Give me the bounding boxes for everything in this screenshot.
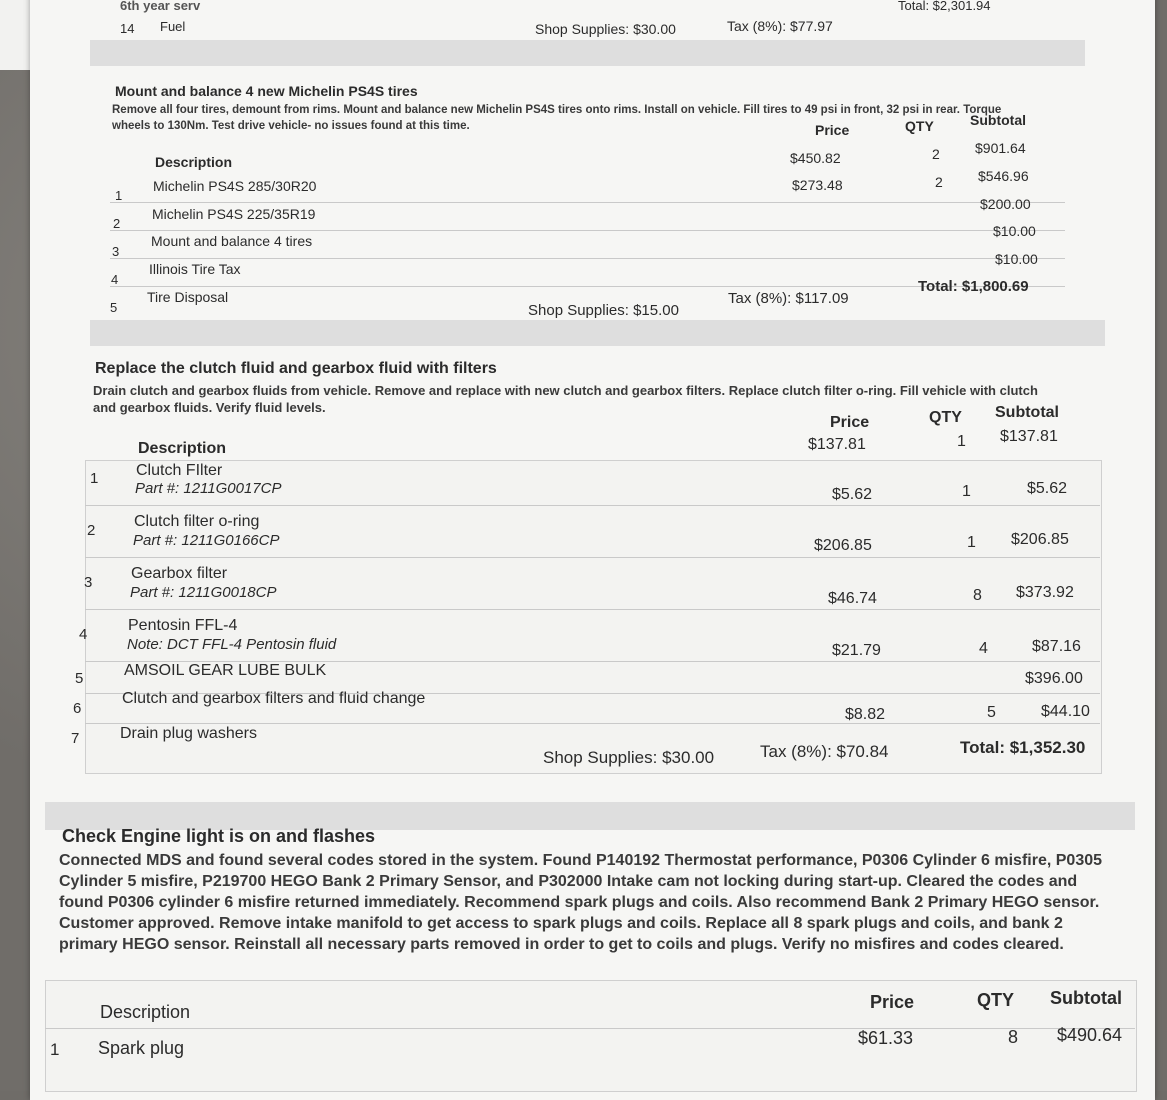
row-number: 7 [71,730,80,747]
row-subtotal: $373.92 [1016,584,1074,601]
row-number: 1 [50,1040,60,1059]
row-number: 5 [110,300,118,315]
row-number: 3 [112,244,120,259]
tires-section [90,40,1085,320]
section-description: Remove all four tires, demount from rims. Mount and balance new Michelin PS4S tires onto rims. Install on vehicle. Fill tires to 49 psi in front, 32 psi in rear. Torque wheels to 130Nm. Test drive vehicle- no issues found at this time. [112,104,1002,132]
invoice-page [30,0,1155,1100]
row-subtotal: $546.96 [978,168,1029,184]
header-price: Price [830,414,870,431]
section-header-band [90,40,1085,66]
header-description: Description [100,1002,191,1022]
row-subtotal: $200.00 [980,196,1031,212]
tax: Tax (8%): $77.97 [727,18,833,34]
row-subtotal: $137.81 [1000,428,1058,445]
row-subtotal: $206.85 [1011,531,1069,548]
row-number: 1 [115,188,123,203]
row-subtotal: $10.00 [993,223,1036,239]
clutch-section [65,320,1105,800]
section-description: Drain clutch and gearbox fluids from vehicle. Remove and replace with new clutch and gearbox filters. Replace clutch filter o-ring. Fill vehicle with clutch and gearbox fluids. Verify fluid levels. [93,383,1038,415]
row-number: 4 [79,626,88,643]
row-description: Spark plug [98,1038,185,1058]
row-divider [85,557,1100,558]
row-subtotal: $87.16 [1032,638,1081,655]
row-description: Clutch and gearbox filters and fluid change [122,690,426,707]
shop-supplies: Shop Supplies: $15.00 [528,302,679,319]
row-qty: 8 [973,587,982,604]
row-description: Michelin PS4S 225/35R19 [152,206,316,222]
top-section [110,0,1070,40]
row-subtotal: $44.10 [1041,703,1090,720]
section-title: Check Engine light is on and flashes [62,826,376,846]
total: Total: $1,800.69 [918,278,1029,295]
header-price: Price [815,122,850,138]
row-qty: 2 [935,174,943,190]
section-header-band [90,320,1105,346]
row-qty: 1 [962,483,971,500]
row-divider [110,202,1065,203]
row-description: Illinois Tire Tax [149,261,241,277]
row-number: 2 [87,522,96,539]
line-number: 14 [120,21,135,36]
row-part-number: Part #: 1211G0017CP [135,480,282,497]
row-price: $46.74 [828,590,877,607]
row-number: 5 [75,670,84,687]
row-subtotal: $10.00 [995,251,1038,267]
header-subtotal: Subtotal [970,112,1026,128]
row-price: $450.82 [790,150,841,166]
header-description: Description [138,440,227,457]
row-price: $206.85 [814,537,872,554]
row-qty: 2 [932,146,940,162]
row-price: $273.48 [792,177,843,193]
shop-supplies: Shop Supplies: $30.00 [543,748,715,767]
line-description: Fuel [160,19,186,34]
row-description: Clutch filter o-ring [134,513,260,530]
row-subtotal: $396.00 [1025,670,1083,687]
row-price: $137.81 [808,436,866,453]
row-divider [85,723,1100,724]
row-description: Gearbox filter [131,565,228,582]
row-number: 1 [90,470,99,487]
header-qty: QTY [977,990,1015,1010]
header-price: Price [870,992,915,1012]
row-price: $5.62 [832,486,873,503]
row-price: $61.33 [858,1028,914,1048]
row-qty: 4 [979,640,988,657]
row-part-number: Part #: 1211G0166CP [133,532,280,549]
row-description: Clutch FIlter [136,462,223,479]
row-subtotal: $490.64 [1057,1025,1123,1045]
row-description: Tire Disposal [147,289,229,305]
row-qty: 1 [957,433,966,450]
total: Total: $2,301.94 [898,0,991,13]
row-subtotal: $5.62 [1027,480,1068,497]
header-subtotal: Subtotal [995,404,1059,421]
section-title: Replace the clutch fluid and gearbox fluid with filters [95,360,497,377]
check-engine-section [45,802,1140,1092]
row-description: Pentosin FFL-4 [128,617,238,634]
row-divider [110,258,1065,259]
total: Total: $1,352.30 [960,738,1086,757]
row-divider [85,609,1100,610]
section-description: Connected MDS and found several codes stored in the system. Found P140192 Thermostat performance, P0306 Cylinder 6 misfire, P0305 Cylinder 5 misfire, P219700 HEGO Bank 2 Primary Sensor, and P302000 Intake cam not locking during start-up. Cleared the codes and found P0306 cylinder 6 misfire returned immediately. Recommend spark plugs and coils. Also recommend Bank 2 Primary HEGO sensor. Customer approved. Remove intake manifold to get access to spark plugs and coils. Replace all 8 spark plugs and coils, and bank 2 primary HEGO sensor. Reinstall all necessary parts removed in order to get to coils and plugs. Verify no misfires and codes cleared. [59,852,1103,953]
section-title: Mount and balance 4 new Michelin PS4S tires [115,83,418,99]
row-price: $21.79 [832,642,881,659]
row-number: 3 [84,574,93,591]
header-qty: QTY [905,118,934,134]
row-divider [45,1028,1135,1029]
header-description: Description [155,154,233,170]
row-description: Drain plug washers [120,725,257,742]
row-subtotal: $901.64 [975,140,1026,156]
section-heading: 6th year serv [120,0,201,13]
row-number: 2 [113,216,121,231]
tax: Tax (8%): $117.09 [728,290,849,307]
row-part-number: Part #: 1211G0018CP [130,584,277,601]
row-qty: 1 [967,534,976,551]
header-qty: QTY [929,409,962,426]
row-divider [85,505,1100,506]
row-price: $8.82 [845,706,886,723]
row-number: 6 [73,700,82,717]
tax: Tax (8%): $70.84 [760,742,889,761]
row-description: Mount and balance 4 tires [151,233,313,249]
row-divider [110,230,1065,231]
row-number: 4 [111,272,119,287]
row-description: AMSOIL GEAR LUBE BULK [124,662,327,679]
row-note: Note: DCT FFL-4 Pentosin fluid [127,636,337,653]
shop-supplies: Shop Supplies: $30.00 [535,21,676,37]
row-qty: 8 [1008,1027,1019,1047]
header-subtotal: Subtotal [1050,988,1122,1008]
row-qty: 5 [987,704,996,721]
row-description: Michelin PS4S 285/30R20 [153,178,317,194]
line-items-box [45,980,1137,1092]
